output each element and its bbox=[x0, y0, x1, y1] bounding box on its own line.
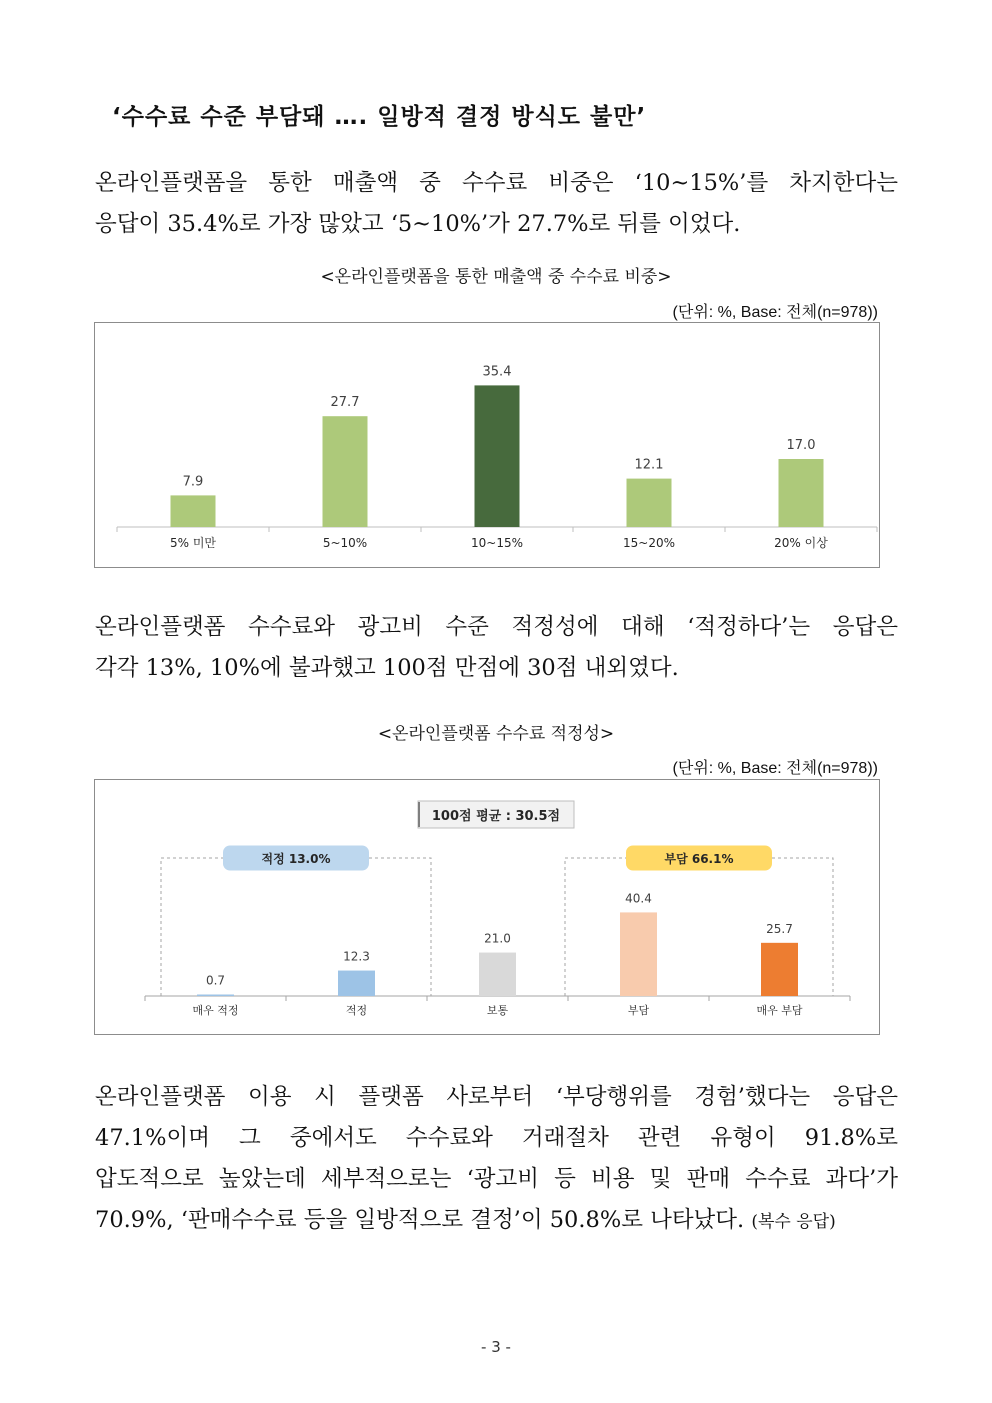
multiple-response-note: (복수 응답) bbox=[751, 1212, 836, 1232]
bar bbox=[323, 416, 368, 527]
group-label: 부담 66.1% bbox=[664, 852, 734, 866]
bar bbox=[627, 479, 672, 527]
bar bbox=[761, 943, 798, 996]
chart1-title: <온라인플랫폼을 통한 매출액 중 수수료 비중> bbox=[320, 267, 672, 287]
paragraph-line bbox=[95, 1200, 898, 1243]
paragraph-line: 응답이 35.4%로 가장 많았고 ‘5~10%’가 27.7%로 뒤를 이었다. bbox=[95, 211, 741, 237]
chart2-title: <온라인플랫폼 수수료 적정성> bbox=[377, 724, 615, 744]
data-label: 27.7 bbox=[330, 395, 360, 411]
section-heading: ‘수수료 수준 부담돼 …. 일방적 결정 방식도 불만’ bbox=[112, 104, 647, 130]
bar bbox=[197, 995, 234, 997]
data-label: 12.1 bbox=[634, 457, 664, 473]
x-tick-label: 20% 이상 bbox=[774, 536, 828, 550]
data-label: 35.4 bbox=[482, 364, 512, 380]
paragraph-line: 47.1%이며 그 중에서도 수수료와 거래절차 관련 유형이 91.8%로 bbox=[95, 1125, 898, 1151]
bar bbox=[620, 912, 657, 996]
chart1-frame bbox=[94, 322, 880, 568]
paragraph-line: 온라인플랫폼을 통한 매출액 중 수수료 비중은 ‘10~15%’를 차지한다는 bbox=[95, 170, 898, 196]
x-tick-label: 5% 미만 bbox=[169, 536, 217, 550]
fee-share-bar-chart bbox=[95, 323, 879, 567]
data-label: 40.4 bbox=[625, 891, 652, 906]
bar bbox=[479, 953, 516, 996]
data-label: 12.3 bbox=[343, 949, 370, 964]
paragraph-unfair-practice bbox=[95, 1077, 898, 1243]
paragraph-fee-share bbox=[95, 163, 898, 245]
x-tick-label: 보통 bbox=[486, 1004, 509, 1017]
x-tick-label: 10~15% bbox=[471, 536, 523, 550]
data-label: 17.0 bbox=[786, 438, 816, 453]
data-label: 21.0 bbox=[484, 931, 511, 946]
paragraph-line: 압도적으로 높았는데 세부적으로는 ‘광고비 등 비용 및 판매 수수료 과다’가 bbox=[95, 1166, 898, 1192]
bar bbox=[338, 971, 375, 996]
average-score-label: 100점 평균 : 30.5점 bbox=[431, 809, 561, 824]
data-label: 0.7 bbox=[205, 973, 226, 988]
chart2-frame bbox=[94, 779, 880, 1035]
x-tick-label: 매우 부담 bbox=[756, 1004, 803, 1017]
paragraph-adequacy bbox=[95, 607, 898, 689]
x-tick-label: 5~10% bbox=[322, 536, 368, 550]
group-bracket bbox=[161, 858, 431, 996]
chart1-unit: (단위: %, Base: 전체(n=978)) bbox=[672, 304, 878, 321]
paragraph-line: 온라인플랫폼 수수료와 광고비 수준 적정성에 대해 ‘적정하다’는 응답은 bbox=[95, 614, 898, 640]
x-tick-label: 매우 적정 bbox=[192, 1004, 239, 1017]
fee-adequacy-bar-chart bbox=[95, 780, 879, 1034]
paragraph-line: 각각 13%, 10%에 불과했고 100점 만점에 30점 내외였다. bbox=[95, 655, 679, 681]
page-number: - 3 - bbox=[481, 1338, 511, 1356]
data-label: 25.7 bbox=[766, 921, 793, 936]
bar bbox=[171, 495, 216, 527]
data-label: 7.9 bbox=[182, 474, 204, 490]
x-tick-label: 적정 bbox=[345, 1004, 368, 1017]
bar bbox=[475, 385, 520, 527]
group-label: 적정 13.0% bbox=[261, 852, 331, 866]
chart2-unit: (단위: %, Base: 전체(n=978)) bbox=[672, 760, 878, 777]
paragraph-line: 온라인플랫폼 이용 시 플랫폼 사로부터 ‘부당행위를 경험’했다는 응답은 bbox=[95, 1084, 898, 1110]
paragraph-line-text: 70.9%, ‘판매수수료 등을 일방적으로 결정’이 50.8%로 나타났다. bbox=[95, 1207, 745, 1233]
x-tick-label: 부담 bbox=[627, 1004, 650, 1017]
x-tick-label: 15~20% bbox=[623, 536, 675, 550]
bar bbox=[779, 459, 824, 527]
